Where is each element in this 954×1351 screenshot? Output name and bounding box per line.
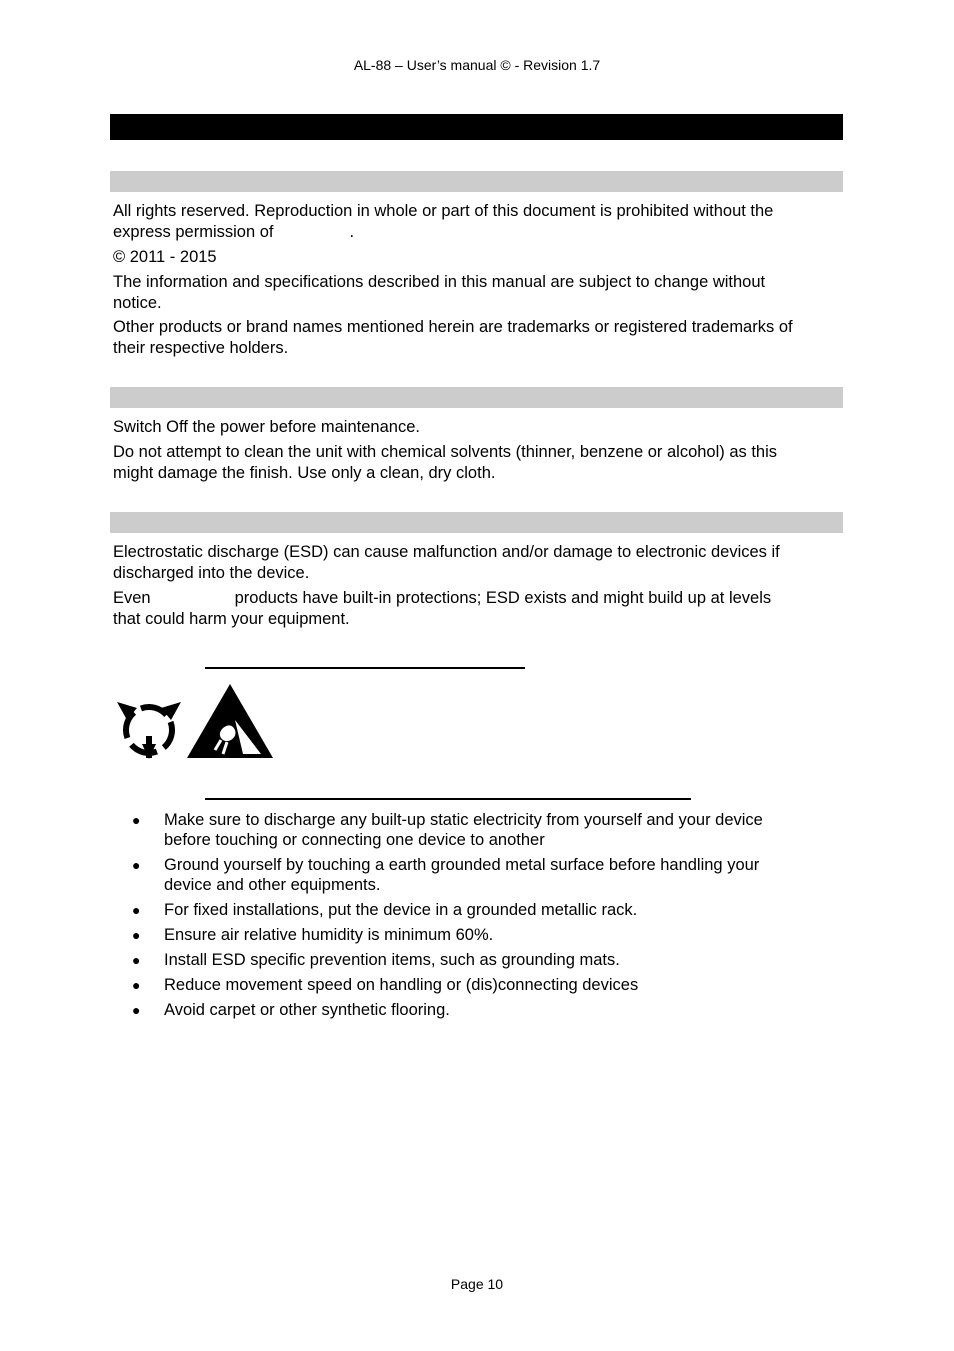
specs-change-paragraph: The information and specifications described in this manual are subject to change without notice. [113,273,766,312]
esd-prevention-list [113,810,848,1025]
page-number: Page 10 [450,1276,504,1292]
section-heading-bar-copyright [110,171,843,192]
list-item: ● Install ESD specific prevention items, such as grounding mats. [132,951,620,969]
list-item: ● Avoid carpet or other synthetic flooring. [132,1001,450,1019]
esd-warning-triangle-icon [187,684,273,759]
copyright-line: All rights reserved. Reproduction in whole or part of this document is prohibited without the [113,202,774,220]
esd-circle-symbol-icon [115,698,183,760]
section-heading-bar-esd [110,512,843,533]
esd-protection-paragraph: Even products have built-in protections; ESD exists and might build up at levels that could harm your equipment. [113,589,772,628]
maintenance-cleaning-paragraph: Do not attempt to clean the unit with chemical solvents (thinner, benzene or alcohol) as this might damage the finish. Use only a clean, dry cloth. [113,443,778,482]
section-title-bar [110,114,843,140]
list-item: ● For fixed installations, put the device in a grounded metallic rack. [132,901,638,919]
underline-rule [205,798,691,800]
list-item: ● Make sure to discharge any built-up static electricity from yourself and your device before touching or connecting one device to another [132,811,763,849]
esd-intro-paragraph: Electrostatic discharge (ESD) can cause malfunction and/or damage to electronic devices if discharged into the device. [113,543,780,582]
trademarks-paragraph: Other products or brand names mentioned herein are trademarks or registered trademarks of their respective holders. [113,318,793,357]
copyright-years: © 2011 - 2015 [113,248,217,266]
underline-rule [205,667,525,669]
list-item: ● Ensure air relative humidity is minimum 60%. [132,926,494,944]
maintenance-power-text: Switch Off the power before maintenance. [113,418,420,436]
section-heading-bar-maintenance [110,387,843,408]
list-item: ● Ground yourself by touching a earth grounded metal surface before handling your device and other equipments. [132,856,760,894]
list-item: ● Reduce movement speed on handling or (dis)connecting devices [132,976,639,994]
page-header: AL-88 – User’s manual © - Revision 1.7 [353,57,601,73]
copyright-paragraph [113,201,848,243]
copyright-line: express permission of . [113,223,355,241]
